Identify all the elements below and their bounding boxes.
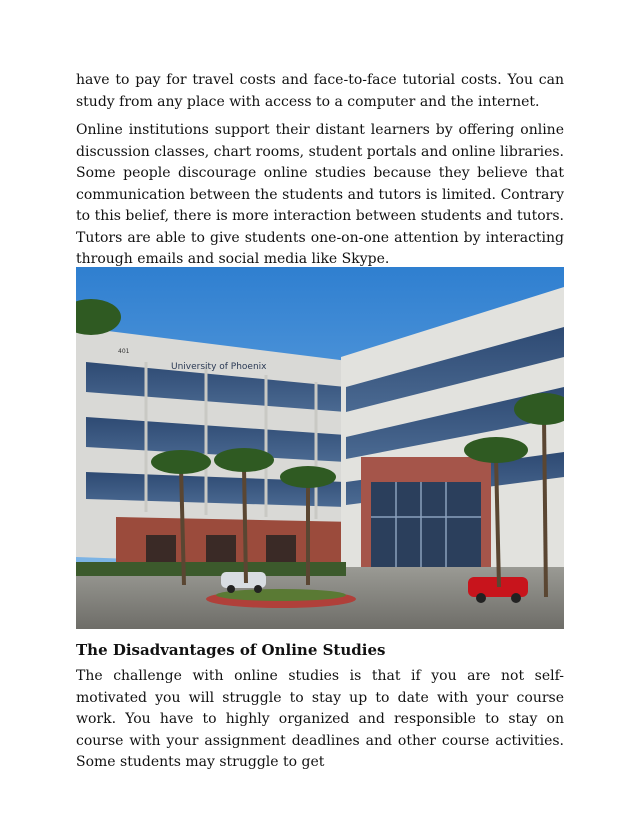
campus-building-photo bbox=[76, 267, 564, 629]
paragraph-intro: have to pay for travel costs and face-to-face tutorial costs. You can study from any place with access to a computer and the internet. bbox=[76, 72, 564, 110]
paragraph-online-support: Online institutions support their distant learners by offering online discussion classes, chart rooms, student portals and online libraries. Some people discourage online studies because they believe that communication between the students and tutors is limited. Contrary to this belief, there is more interaction between students and tutors. Tutors are able to give students one-on-one attention by interacting through emails and social media like Skype. bbox=[76, 122, 564, 267]
section-heading: The Disadvantages of Online Studies bbox=[76, 641, 386, 659]
building-number: 401 bbox=[118, 348, 130, 355]
paragraph-disadvantages: The challenge with online studies is that if you are not self-motivated you will struggle to stay up to date with your course work. You have to highly organized and responsible to stay on course with your assignment deadlines and other course activities. Some students may struggle to get bbox=[76, 668, 564, 770]
building-sign: University of Phoenix bbox=[171, 362, 267, 372]
